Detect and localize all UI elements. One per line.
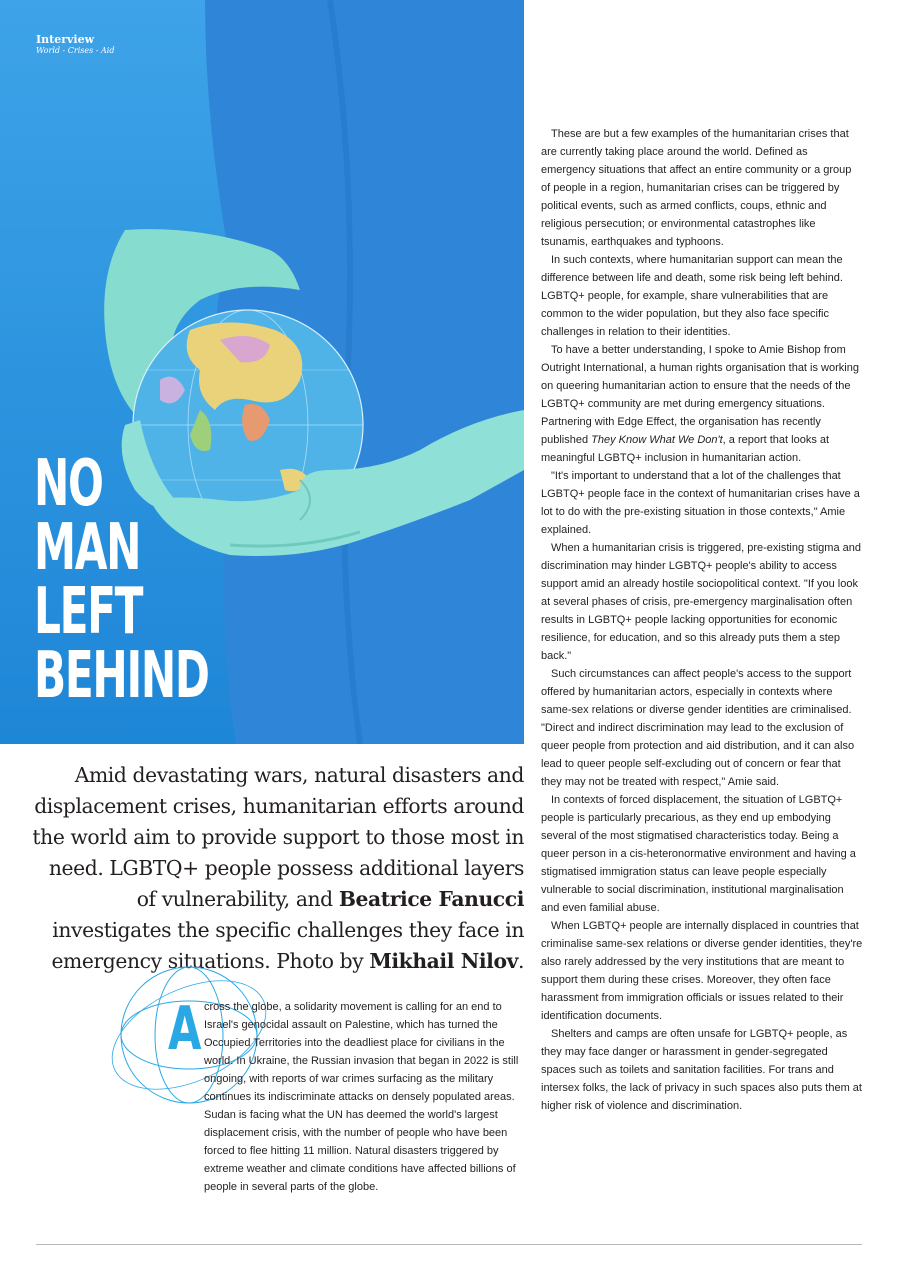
section-label bbox=[36, 34, 114, 55]
headline-line: NO bbox=[34, 447, 103, 521]
body-column-right bbox=[541, 125, 863, 1115]
body-paragraph bbox=[541, 341, 863, 467]
section-title: Interview bbox=[36, 33, 95, 46]
standfirst-text: investigates the specific challenges they face in emergency situations. Photo by bbox=[51, 918, 524, 973]
body-paragraph: cross the globe, a solidarity movement is calling for an end to Israel's genocidal assault on Palestine, which has turned the Occupied Territories into the deadliest place for civilians in the world. In Ukraine, the Russian invasion that began in 2022 is still ongoing, with reports of war crimes surfacing as the military continues its indiscriminate attacks on densely populated areas. Sudan is facing what the UN has deemed the world's largest displacement crisis, with the number of people who have been forced to flee hitting 11 million. Natural disasters triggered by extreme weather and climate conditions have affected billions of people in several parts of the globe. bbox=[204, 1001, 519, 1193]
body-paragraph: In contexts of forced displacement, the situation of LGBTQ+ people is particularly precarious, as they end up embodying several of the most stigmatised characteristics today. Being a queer person in a cis-heteronormative environment and having a stigmatised immigration status can leave people especially vulnerable to social discrimination, institutional marginalisation and even familial abuse. bbox=[541, 794, 856, 914]
body-text: , a report that looks at meaningful LGBTQ+ inclusion in humanitarian action. bbox=[541, 434, 830, 464]
author-name: Beatrice Fanucci bbox=[338, 887, 524, 911]
body-paragraph: Such circumstances can affect people's access to the support offered by humanitarian actors, especially in contexts where same-sex relations or diverse gender identities are criminalised. "Direct and indirect discrimination may lead to the exclusion of queer people from protection and aid distribution, and it can also lead to queer people self-excluding out of concern or fear that they may not be treated with respect," Amie said. bbox=[541, 668, 855, 788]
standfirst bbox=[30, 760, 524, 977]
body-text: To have a better understanding, I spoke to Amie Bishop from Outright International, a human rights organisation that is working on queering humanitarian action to ensure that the needs of the LGBTQ+ community are met during emergency situations. Partnering with Edge Effect, the organisation has recently published bbox=[541, 344, 859, 446]
body-paragraph: When a humanitarian crisis is triggered, pre-existing stigma and discrimination may hinder LGBTQ+ people's ability to access support amid an already hostile sociopolitical context. "If you look at several phases of crisis, pre-emergency marginalisation often results in LGBTQ+ people lacking opportunities for economic resilience, for education, and so this already puts them a step back." bbox=[541, 542, 861, 662]
body-paragraph: "It's important to understand that a lot of the challenges that LGBTQ+ people face in the context of humanitarian crises have a lot to do with the pre-existing situation in those contexts," Amie explained. bbox=[541, 470, 860, 536]
body-paragraph: In such contexts, where humanitarian support can mean the difference between life and death, some risk being left behind. LGBTQ+ people, for example, share vulnerabilities that are common to the wider population, but they also face specific challenges in relation to their identities. bbox=[541, 254, 843, 338]
standfirst-end: . bbox=[517, 949, 524, 973]
body-paragraph: When LGBTQ+ people are internally displaced in countries that criminalise same-sex relations or diverse gender identities, they're also rarely addressed by the very institutions that are meant to support them during these crises. Moreover, they often face harassment from immigration officials or issues related to their identification documents. bbox=[541, 920, 863, 1022]
body-paragraph: Shelters and camps are often unsafe for LGBTQ+ people, as they may face danger or harassment in gender-segregated spaces such as toilets and sanitation facilities. For trans and intersex folks, the lack of privacy in such spaces also puts them at higher risk of violence and discrimination. bbox=[541, 1028, 862, 1112]
section-tags: World - Crises - Aid bbox=[36, 46, 115, 55]
continent-asia bbox=[187, 323, 303, 411]
hero-photo bbox=[0, 0, 524, 744]
headline bbox=[34, 447, 209, 713]
headline-line: BEHIND bbox=[34, 639, 209, 713]
photographer-name: Mikhail Nilov bbox=[369, 949, 518, 973]
body-column-left bbox=[204, 998, 524, 1196]
report-title: They Know What We Don't bbox=[591, 434, 723, 446]
footer-rule bbox=[36, 1244, 862, 1245]
headline-line: LEFT bbox=[34, 575, 143, 649]
headline-line: MAN bbox=[34, 511, 141, 585]
body-paragraph: These are but a few examples of the humanitarian crises that are currently taking place around the world. Defined as emergency situations that affect an entire community or a group of people in a region, humanitarian crises can be triggered by political events, such as armed conflicts, coups, ethnic and religious persecution; or environmental catastrophes like tsunamis, earthquakes and typhoons. bbox=[541, 128, 852, 248]
dropcap: A bbox=[168, 994, 202, 1064]
standfirst-text: Amid devastating wars, natural disasters and displacement crises, humanitarian efforts around the world aim to provide support to those most in need. LGBTQ+ people possess additional layers of vulnerability, and bbox=[32, 763, 524, 911]
